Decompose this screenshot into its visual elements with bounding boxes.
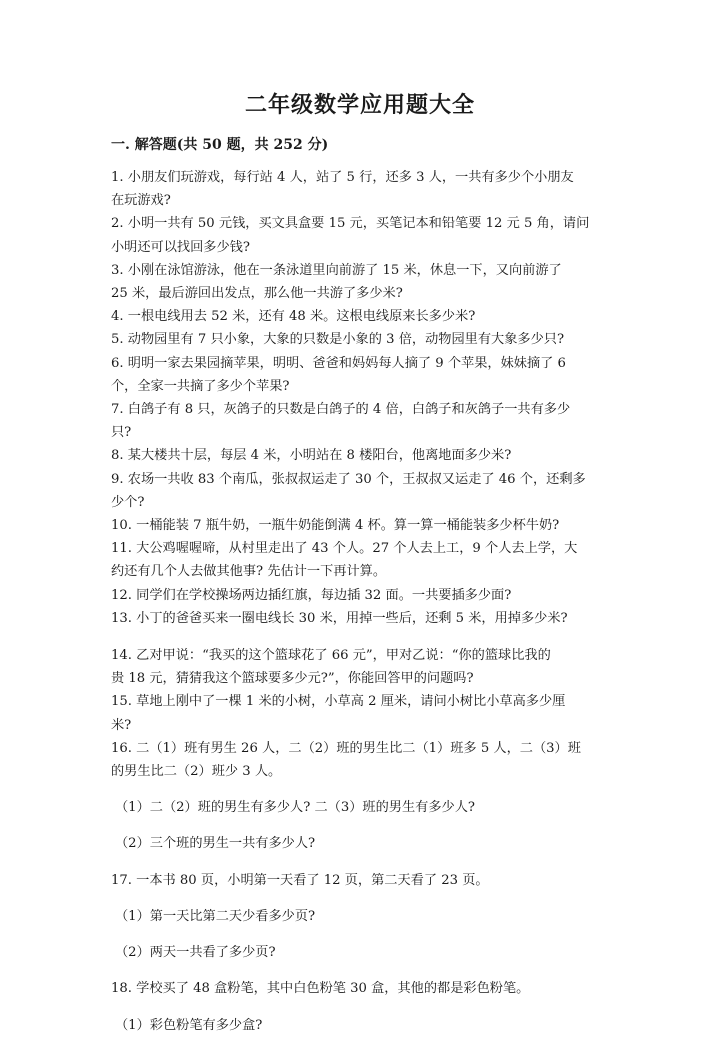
- question-line: 17. 一本书 80 页，小明第一天看了 12 页，第二天看了 23 页。: [111, 872, 489, 888]
- question-line: 3. 小刚在泳馆游泳，他在一条泳道里向前游了 15 米，休息一下，又向前游了: [111, 262, 562, 278]
- question-line: 5. 动物园里有 7 只小象，大象的只数是小象的 3 倍，动物园里有大象多少只?: [111, 332, 565, 348]
- question-line: 18. 学校买了 48 盒粉笔，其中白色粉笔 30 盒，其他的都是彩色粉笔。: [111, 981, 530, 997]
- section-heading: 一. 解答题(共 50 题，共 252 分): [111, 137, 329, 153]
- question-line: 个，全家一共摘了多少个苹果?: [111, 378, 290, 394]
- question-line: 米?: [111, 717, 132, 733]
- question-line: 9. 农场一共收 83 个南瓜，张叔叔运走了 30 个，王叔叔又运走了 46 个，还剩多: [111, 471, 586, 487]
- sub-question: （2）三个班的男生一共有多少人?: [115, 836, 316, 852]
- question-line: 10. 一桶能装 7 瓶牛奶，一瓶牛奶能倒满 4 杯。算一算一桶能装多少杯牛奶?: [111, 518, 560, 534]
- spacer: [111, 1001, 611, 1014]
- question-line: 只?: [111, 425, 132, 441]
- spacer: [111, 630, 611, 644]
- question-line: 13. 小丁的爸爸买来一圈电线长 30 米，用掉一些后，还剩 5 米，用掉多少米?: [111, 610, 568, 626]
- question-line: 小明还可以找回多少钱?: [111, 239, 250, 255]
- question-line: 在玩游戏?: [111, 193, 171, 209]
- spacer: [111, 964, 611, 977]
- question-line: 2. 小明一共有 50 元钱，买文具盒要 15 元，买笔记本和铅笔要 12 元 5 角，请问: [111, 216, 590, 232]
- question-line: 8. 某大楼共十层，每层 4 米，小明站在 8 楼阳台，他离地面多少米?: [111, 448, 512, 464]
- sub-question: （1）彩色粉笔有多少盒?: [115, 1017, 263, 1033]
- spacer: [111, 892, 611, 905]
- question-line: 15. 草地上刚中了一棵 1 米的小树，小草高 2 厘米，请问小树比小草高多少厘: [111, 694, 566, 710]
- question-line: 贵 18 元，猜猜我这个篮球要多少元?”，你能回答甲的问题吗?: [111, 671, 474, 687]
- spacer: [111, 819, 611, 832]
- question-line: 16. 二（1）班有男生 26 人，二（2）班的男生比二（1）班多 5 人，二（3）班: [111, 740, 581, 756]
- question-line: 1. 小朋友们玩游戏，每行站 4 人，站了 5 行，还多 3 人，一共有多少个小朋友: [111, 170, 574, 185]
- question-line: 约还有几个人去做其他事? 先估计一下再计算。: [111, 564, 387, 580]
- question-line: 25 米，最后游回出发点，那么他一共游了多少米?: [111, 286, 403, 302]
- question-line: 11. 大公鸡喔喔啼，从村里走出了 43 个人。27 个人去上工，9 个人去上学，大: [111, 541, 578, 557]
- spacer: [111, 856, 611, 869]
- sub-question: （2）两天一共看了多少页?: [115, 945, 276, 961]
- question-line: 14. 乙对甲说：“我买的这个篮球花了 66 元”，甲对乙说：“你的篮球比我的: [111, 648, 551, 664]
- question-line: 的男生比二（2）班少 3 人。: [111, 764, 282, 780]
- question-line: 6. 明明一家去果园摘苹果，明明、爸爸和妈妈每人摘了 9 个苹果，妹妹摘了 6: [111, 355, 566, 371]
- spacer: [111, 783, 611, 796]
- question-list: [111, 166, 611, 1037]
- page-title: 二年级数学应用题大全: [244, 92, 475, 118]
- question-line: 少个?: [111, 494, 145, 510]
- question-line: 4. 一根电线用去 52 米，还有 48 米。这根电线原来长多少米?: [111, 309, 476, 325]
- spacer: [111, 928, 611, 941]
- sub-question: （1）第一天比第二天少看多少页?: [115, 908, 316, 924]
- question-line: 7. 白鸽子有 8 只，灰鸽子的只数是白鸽子的 4 倍，白鸽子和灰鸽子一共有多少: [111, 402, 571, 418]
- question-line: 12. 同学们在学校操场两边插红旗，每边插 32 面。一共要插多少面?: [111, 587, 512, 603]
- sub-question: （1）二（2）班的男生有多少人? 二（3）班的男生有多少人?: [115, 800, 476, 816]
